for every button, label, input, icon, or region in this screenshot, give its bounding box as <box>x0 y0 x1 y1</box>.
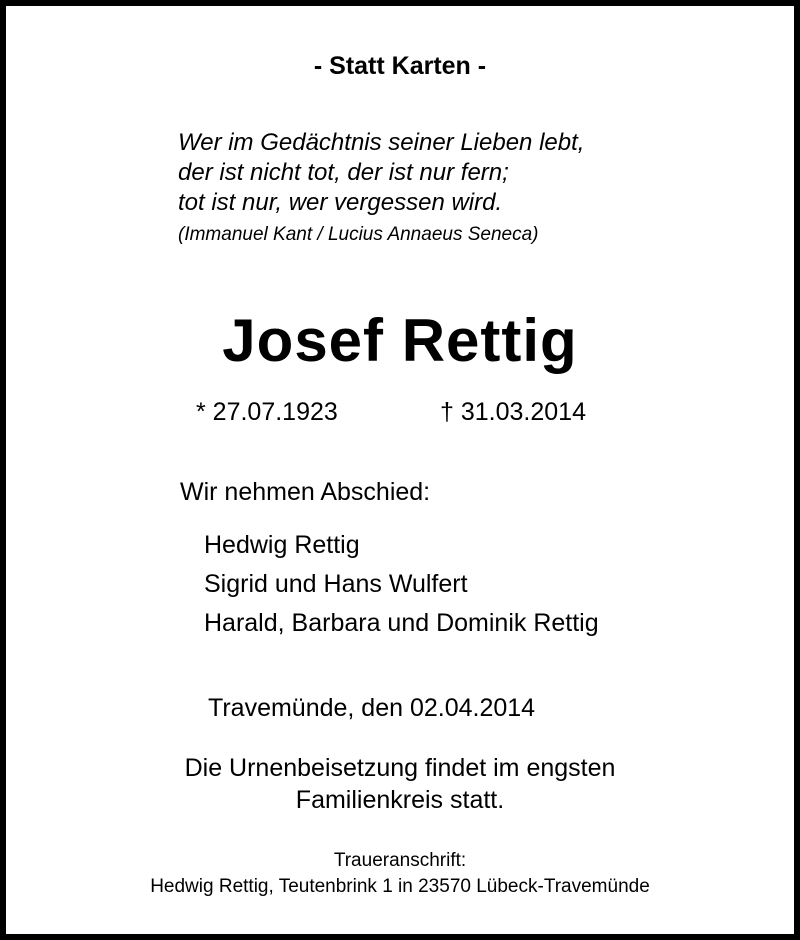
quote-line: der ist nicht tot, der ist nur fern; <box>178 159 509 186</box>
burial-notice <box>0 752 800 816</box>
memorial-quote <box>178 128 584 218</box>
mourning-address-text: Hedwig Rettig, Teutenbrink 1 in 23570 Lübeck-Travemünde <box>150 876 650 897</box>
mourner-name: Harald, Barbara und Dominik Rettig <box>204 609 599 637</box>
quote-attribution: (Immanuel Kant / Lucius Annaeus Seneca) <box>178 224 539 245</box>
birth-date: * 27.07.1923 <box>196 398 338 426</box>
deceased-name: Josef Rettig <box>222 307 578 374</box>
farewell-intro: Wir nehmen Abschied: <box>180 478 431 506</box>
mourning-address-label: Traueranschrift: <box>333 850 467 871</box>
burial-notice-line: Familienkreis statt. <box>295 786 505 814</box>
mourner-name: Sigrid und Hans Wulfert <box>204 570 468 598</box>
quote-line: Wer im Gedächtnis seiner Lieben lebt, <box>178 129 585 156</box>
notice-header: - Statt Karten - <box>313 52 487 80</box>
burial-notice-line: Die Urnenbeisetzung findet im engsten <box>184 754 616 782</box>
mourner-name: Hedwig Rettig <box>204 531 360 559</box>
mourning-address <box>0 848 800 900</box>
mourners-list <box>204 526 599 643</box>
place-and-date: Travemünde, den 02.04.2014 <box>208 694 536 722</box>
death-date: † 31.03.2014 <box>440 398 586 426</box>
quote-line: tot ist nur, wer vergessen wird. <box>178 189 503 216</box>
